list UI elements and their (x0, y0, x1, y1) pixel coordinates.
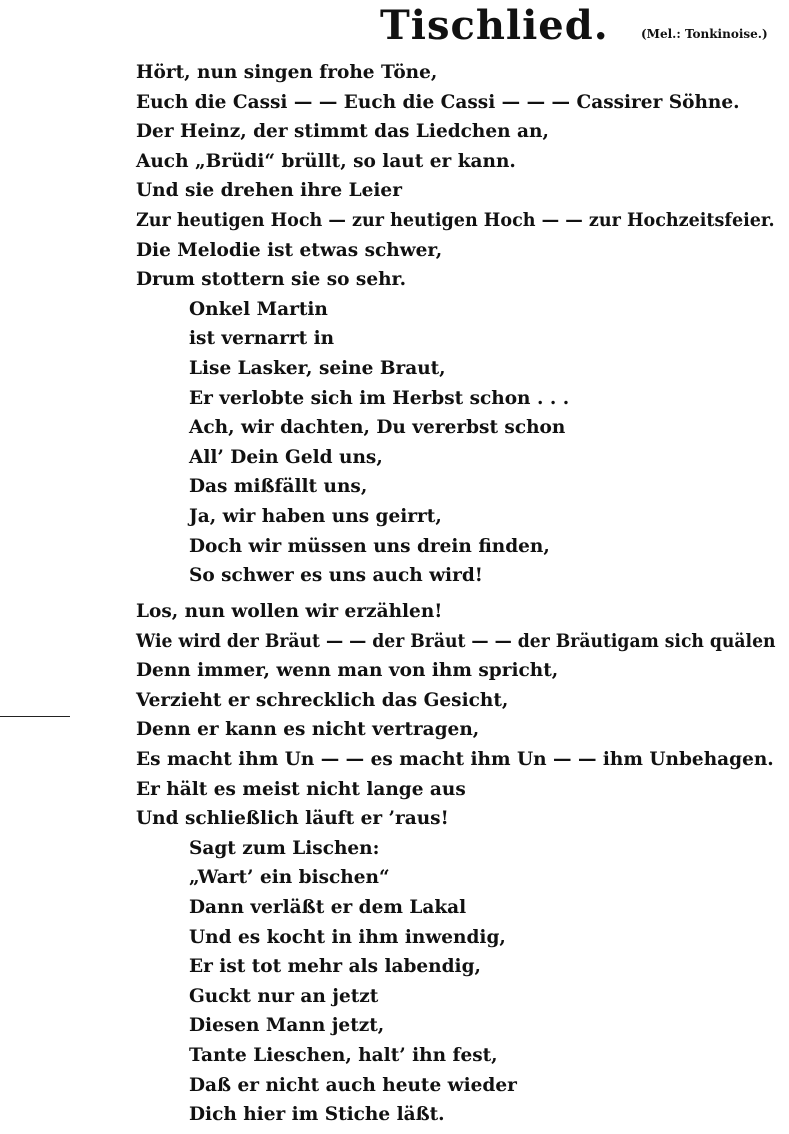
poem-line: ist vernarrt in (189, 328, 335, 350)
poem-line: Sagt zum Lischen: (189, 837, 380, 859)
poem-line: Ach, wir dachten, Du vererbst schon (189, 417, 566, 439)
poem-line: Er verlobte sich im Herbst schon . . . (189, 387, 570, 409)
poem-line: Drum stottern sie so sehr. (136, 269, 407, 291)
poem-line: Das mißfällt uns, (189, 476, 368, 498)
poem-line: Euch die Cassi — — Euch die Cassi — — — Cassirer Söhne. (136, 91, 740, 113)
song-title: Tischlied. (380, 2, 609, 49)
poem-line: So schwer es uns auch wird! (189, 565, 483, 587)
poem-line: Verzieht er schrecklich das Gesicht, (136, 689, 509, 711)
poem-line: Daß er nicht auch heute wieder (189, 1074, 517, 1096)
poem-line: Auch „Brüdi“ brüllt, so laut er kann. (136, 150, 516, 172)
poem-line: Denn er kann es nicht vertragen, (136, 719, 480, 741)
poem-line: Onkel Martin (189, 298, 328, 320)
poem-line: Die Melodie ist etwas schwer, (136, 239, 443, 261)
melody-note: (Mel.: Tonkinoise.) (641, 27, 768, 41)
poem-line: Wie wird der Bräut — — der Bräut — — der Bräutigam sich quälen (136, 630, 776, 652)
poem-line: Los, nun wollen wir erzählen! (136, 601, 443, 622)
poem-line: Hört, nun singen frohe Töne, (136, 62, 438, 83)
poem-line: Es macht ihm Un — — es macht ihm Un — — ihm Unbehagen. (136, 749, 774, 770)
poem-line: Und sie drehen ihre Leier (136, 180, 402, 202)
poem-line: Und schließlich läuft er ’raus! (136, 808, 449, 830)
poem-line: Doch wir müssen uns drein finden, (189, 535, 550, 557)
margin-rule (0, 716, 70, 717)
poem-line: Ja, wir haben uns geirrt, (189, 506, 442, 527)
poem-line: Dich hier im Stiche läßt. (189, 1104, 445, 1126)
poem-line: Guckt nur an jetzt (189, 985, 379, 1007)
poem-line: Er hält es meist nicht lange aus (136, 778, 466, 800)
poem-line: Lise Lasker, seine Braut, (189, 358, 446, 379)
poem-line: All’ Dein Geld uns, (189, 446, 383, 468)
poem-line: Zur heutigen Hoch — zur heutigen Hoch — — zur Hochzeitsfeier. (136, 210, 775, 231)
poem-line: Er ist tot mehr als labendig, (189, 956, 481, 978)
poem-line: Diesen Mann jetzt, (189, 1015, 385, 1037)
poem-line: „Wart’ ein bischen“ (189, 867, 390, 889)
poem-line: Tante Lieschen, halt’ ihn fest, (189, 1045, 498, 1066)
poem-line: Dann verläßt er dem Lakal (189, 897, 467, 918)
poem-line: Der Heinz, der stimmt das Liedchen an, (136, 121, 549, 143)
poem-line: Und es kocht in ihm inwendig, (189, 926, 506, 948)
poem-line: Denn immer, wenn man von ihm spricht, (136, 660, 559, 682)
